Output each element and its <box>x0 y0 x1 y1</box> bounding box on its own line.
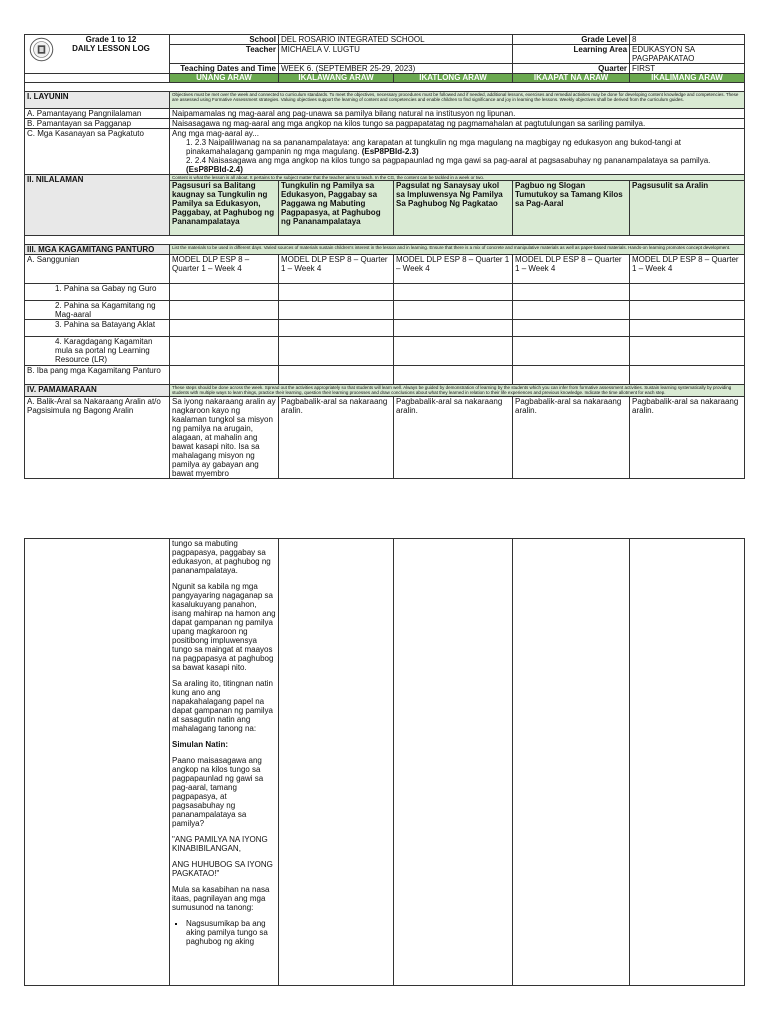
teacher-guide-label: 1. Pahina sa Gabay ng Guro <box>25 284 170 301</box>
quarter-value: FIRST <box>630 64 745 74</box>
learning-area-value: EDUKASYON SA PAGPAPAKATAO <box>630 45 745 64</box>
empty-cell <box>279 539 394 986</box>
header-title-cell <box>25 35 170 74</box>
reference-day-3: MODEL DLP ESP 8 – Quarter 1 – Week 4 <box>394 255 513 284</box>
empty-cell <box>630 366 745 385</box>
reference-day-1: MODEL DLP ESP 8 – Quarter 1 – Week 4 <box>170 255 279 284</box>
paragraph-quote-line-2: ANG HUHUBOG SA IYONG PAGKATAO!" <box>172 860 273 878</box>
empty-cell <box>513 284 630 301</box>
empty-cell <box>513 320 630 337</box>
day-header-3: IKATLONG ARAW <box>394 74 513 83</box>
page-two <box>24 538 744 986</box>
empty-cell <box>513 539 630 986</box>
empty-cell <box>170 284 279 301</box>
competency-one-code: (EsP8PBId-2.3) <box>361 147 419 156</box>
teacher-label: Teacher <box>170 45 279 64</box>
empty-cell <box>394 284 513 301</box>
page-one <box>24 34 744 479</box>
paragraph-reflection: Mula sa kasabihan na nasa itaas, pagnilayan ang mga sumusunod na tanong: <box>172 885 270 912</box>
competencies-cell <box>170 129 745 175</box>
reference-day-4: MODEL DLP ESP 8 – Quarter 1 – Week 4 <box>513 255 630 284</box>
grade-level-value: 8 <box>630 35 745 45</box>
competency-two-code: (EsP8PBId-2.4) <box>186 165 243 174</box>
empty-cell <box>630 337 745 366</box>
content-day-1: Pagsusuri sa Balitang kaugnay sa Tungkulin ng Pamilya sa Edukasyon, Paggabay, at Paghubog ng Pananampalataya <box>170 181 279 236</box>
reflection-bullet-1: ▪ Nagsusumikap ba ang aking pamilya tungo sa paghubog ng aking <box>186 919 276 946</box>
reference-day-5: MODEL DLP ESP 8 – Quarter 1 – Week 4 <box>630 255 745 284</box>
empty-cell <box>630 284 745 301</box>
performance-standard-value: Naisasagawa ng mag-aaral ang mga angkop na kilos tungo sa pagpapatatag ng pagmamahalan at pagtutulungan sa sariling pamilya. <box>170 119 745 129</box>
kagamitan-description: List the materials to be used in different days. Varied sources of materials sustain children's interest in the lesson and in learning. Ensure that there is a mix of concrete and manipulative materials as well as paper-based materials. Hands-on learning promotes concept development. <box>170 245 745 255</box>
continuation-label-cell <box>25 539 170 986</box>
teacher-value: MICHAELA V. LUGTU <box>279 45 513 64</box>
empty-cell <box>630 301 745 320</box>
competency-two <box>172 156 742 174</box>
content-day-2: Tungkulin ng Pamilya sa Edukasyon, Paggabay sa Paggawa ng Mabuting Pagpapasya, at Paghubog ng Pananampalataya <box>279 181 394 236</box>
paragraph-quote-line-1: "ANG PAMILYA NA IYONG KINABIBILANGAN, <box>172 835 268 853</box>
reference-day-2: MODEL DLP ESP 8 – Quarter 1 – Week 4 <box>279 255 394 284</box>
paragraph-guiding-question: Paano maisasagawa ang angkop na kilos tungo sa pagpapaunlad ng gawi sa pag-aaral, tamang pagpapasya, at pagsasabuhay ng pananampalataya sa pamilya? <box>172 756 264 828</box>
other-materials-label: B. Iba pang mga Kagamitang Panturo <box>25 366 170 385</box>
lr-portal-label: 4. Karagdagang Kagamitan mula sa portal ng Learning Resource (LR) <box>25 337 170 366</box>
competencies-label: C. Mga Kasanayan sa Pagkatuto <box>25 129 170 175</box>
empty-cell <box>279 366 394 385</box>
day-header-2: IKALAWANG ARAW <box>279 74 394 83</box>
lesson-log-table <box>24 34 745 479</box>
empty-cell <box>513 301 630 320</box>
empty-cell <box>394 539 513 986</box>
empty-cell <box>279 301 394 320</box>
empty-cell <box>170 337 279 366</box>
pamamaraan-description: These steps should be done across the week. Spread out the activities appropriately so that students will learn well. Always be guided by demonstration of learning by the students which you can infer from formative assessment activities. Sustain learning systematically by providing students with multiple ways to learn things, practice their learning, question their learning processes and draw conclusions about what they learned in relation to their life experiences and previous knowledge. Indicate the time allotment for each step. <box>170 385 745 396</box>
empty-cell <box>279 284 394 301</box>
competencies-intro: Ang mga mag-aaral ay... <box>172 129 260 138</box>
empty-cell <box>170 320 279 337</box>
review-day-5: Pagbabalik-aral sa nakaraang aralin. <box>630 396 745 478</box>
lesson-log-continuation-table <box>24 538 745 986</box>
content-day-5: Pagsusulit sa Aralin <box>630 181 745 236</box>
empty-cell <box>513 337 630 366</box>
quarter-label: Quarter <box>513 64 630 74</box>
spacer-row <box>25 83 745 92</box>
learner-material-label: 2. Pahina sa Kagamitang ng Mag-aaral <box>25 301 170 320</box>
empty-cell <box>279 337 394 366</box>
teaching-dates-value: WEEK 6. (SEPTEMBER 25-29, 2023) <box>279 64 513 74</box>
deped-seal-icon <box>29 37 54 62</box>
spacer-row <box>25 236 745 245</box>
paragraph-lesson-focus: Sa araling ito, titingnan natin kung ano ang napakahalagang papel na dapat gampanan ng pamilya at sasagutin natin ang mahalagang tanong na: <box>172 679 273 733</box>
learning-area-label: Learning Area <box>513 45 630 64</box>
competency-two-text: 2. 2.4 Naisasagawa ang mga angkop na kilos tungo sa pagpapaunlad ng mga gawi sa pag-aaral at pagsasabuhay ng pananampalataya sa pamilya. <box>186 156 711 165</box>
textbook-label: 3. Pahina sa Batayang Aklat <box>25 320 170 337</box>
review-day-4: Pagbabalik-aral sa nakaraang aralin. <box>513 396 630 478</box>
content-day-3: Pagsulat ng Sanaysay ukol sa Impluwensya Ng Pamilya Sa Paghubog Ng Pagkatao <box>394 181 513 236</box>
day-header-1: UNANG ARAW <box>170 74 279 83</box>
empty-cell <box>630 320 745 337</box>
content-day-4: Pagbuo ng Slogan Tumutukoy sa Tamang Kilos sa Pag-Aaral <box>513 181 630 236</box>
paragraph-simulan-natin: Simulan Natin: <box>172 740 229 749</box>
empty-cell <box>170 301 279 320</box>
paragraph-challenge: Ngunit sa kabila ng mga pangyayaring nagaganap sa kasalukuyang panahon, isang mahirap na hamon ang dapat gampanan ng pamilya upang magkaroon ng positibong impluwensya tungo sa maingat at maayos na pagpapasya at paghubog sa bawat kasapi nito. <box>172 582 276 672</box>
layunin-heading: I. LAYUNIN <box>25 92 170 109</box>
empty-cell <box>394 337 513 366</box>
paragraph-guidance: tungo sa mabuting pagpapasya, paggabay sa edukasyon, at paghubog ng pananampalataya. <box>172 539 271 575</box>
nilalaman-heading: II. NILALAMAN <box>25 175 170 236</box>
empty-cell <box>279 320 394 337</box>
header-grade-title: Grade 1 to 12 <box>85 35 137 44</box>
header-log-title: DAILY LESSON LOG <box>72 44 150 53</box>
continuation-day-1 <box>170 539 279 986</box>
day-header-4: IKAAPAT NA ARAW <box>513 74 630 83</box>
empty-cell <box>513 366 630 385</box>
performance-standard-label: B. Pamantayan sa Pagganap <box>25 119 170 129</box>
review-day-3: Pagbabalik-aral sa nakaraang aralin. <box>394 396 513 478</box>
empty-cell <box>394 301 513 320</box>
school-value: DEL ROSARIO INTEGRATED SCHOOL <box>279 35 513 45</box>
teaching-dates-label: Teaching Dates and Time <box>170 64 279 74</box>
school-label: School <box>170 35 279 45</box>
kagamitan-heading: III. MGA KAGAMITANG PANTURO <box>25 245 170 255</box>
nilalaman-description: Content is what the lesson is all about. It pertains to the subject matter that the teacher aims to teach. In the CG, the content can be tackled in a week or two. <box>170 175 745 181</box>
day-header-blank <box>25 74 170 83</box>
empty-cell <box>630 539 745 986</box>
review-label: A. Balik-Aral sa Nakaraang Aralin at/o Pagsisimula ng Bagong Aralin <box>25 396 170 478</box>
reflection-bullet-list <box>172 919 276 946</box>
layunin-description: Objectives must be met over the week and connected to curriculum standards. To meet the objectives, necessary procedures must be followed and if needed, additional lessons, exercises and remedial activities may be done for developing content knowledge and competencies. These are assessed using Formative Assessment strategies. Valuing objectives support the learning of content and competencies and enable children to find significance and joy in learning the lessons. Weekly objectives shall be derived from the curriculum guides. <box>170 92 745 109</box>
empty-cell <box>394 366 513 385</box>
competency-one <box>172 138 742 156</box>
review-day-2: Pagbabalik-aral sa nakaraang aralin. <box>279 396 394 478</box>
competency-one-text: 1. 2.3 Naipaliliwanag na sa pananampalataya: ang karapatan at tungkulin ng mga magulang na magbigay ng edukasyon ang bukod-tangi at pinakamahalagang gampanin ng mga magulang. <box>186 138 682 156</box>
review-day-1: Sa iyong nakaraang aralin ay nagkaroon kayo ng kaalaman tungkol sa misyon ng pamilya na arugain, alagaan, at mahalin ang bawat kasapi nito. Isa sa mahalagang misyon ng pamilya ay gabayan ang bawat myembro <box>170 396 279 478</box>
content-standard-value: Naipamamalas ng mag-aaral ang pag-unawa sa pamilya bilang natural na institusyon ng lipunan. <box>170 109 745 119</box>
content-standard-label: A. Pamantayang Pangnilalaman <box>25 109 170 119</box>
grade-level-label: Grade Level <box>513 35 630 45</box>
empty-cell <box>394 320 513 337</box>
references-label: A. Sanggunian <box>25 255 170 284</box>
day-header-5: IKALIMANG ARAW <box>630 74 745 83</box>
empty-cell <box>170 366 279 385</box>
pamamaraan-heading: IV. PAMAMARAAN <box>25 385 170 396</box>
